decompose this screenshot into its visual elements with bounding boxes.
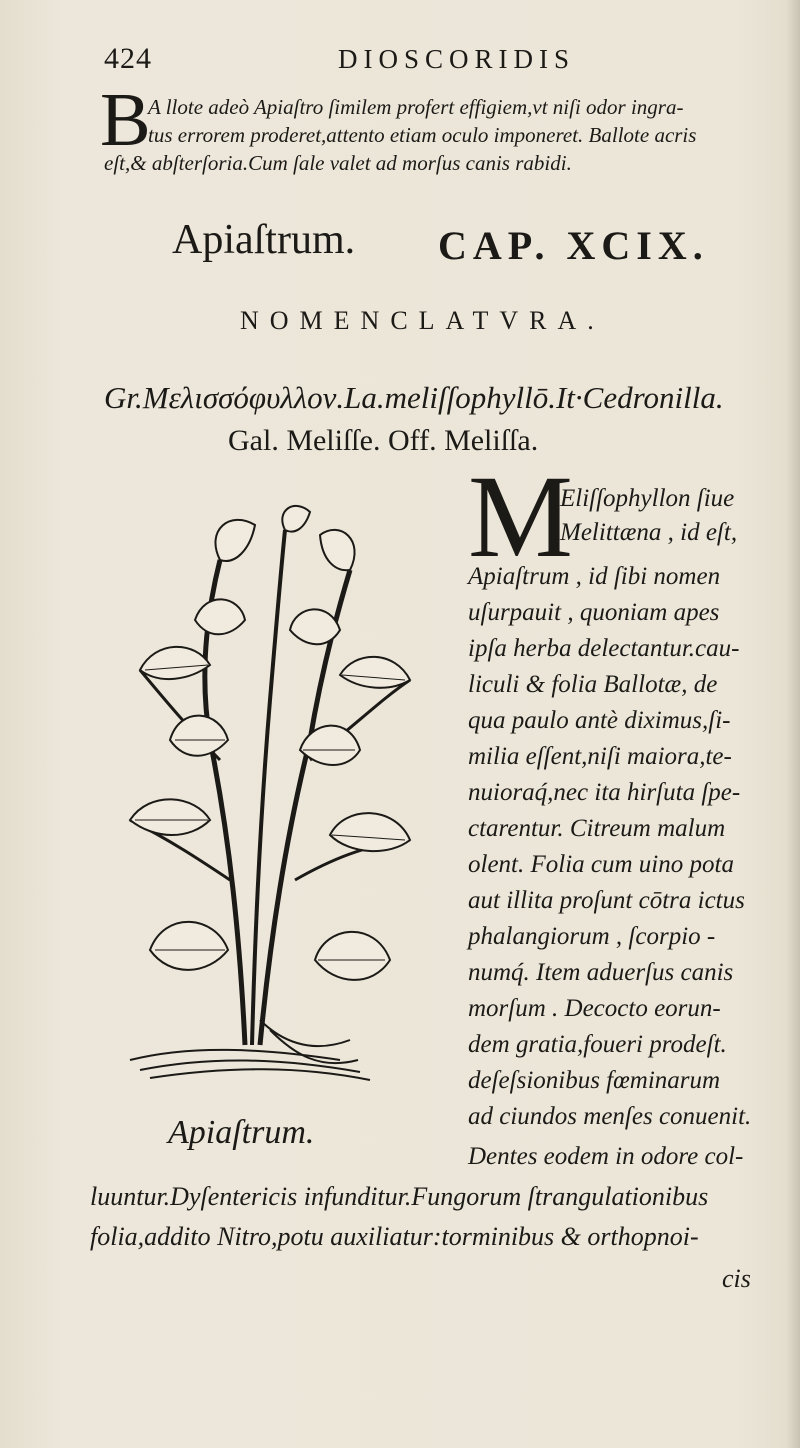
body-line: qua paulo antè diximus,ſi- (468, 707, 731, 734)
intro-line: tus errorem proderet,attento etiam oculo imponeret. Ballote acris (148, 123, 697, 147)
intro-drop-cap: B (100, 78, 151, 162)
body-line: ad ciundos menſes conuenit. (468, 1103, 752, 1130)
body-line: milia eſſent,niſi maiora,te- (468, 743, 732, 770)
body-line: Eliſſophyllon ſiue (560, 485, 735, 512)
intro-line: eſt,& abſterſoria.Cum ſale valet ad morſus canis rabidi. (104, 151, 572, 175)
intro-line: A llote adeò Apiaſtro ſimilem profert effigiem,vt niſi odor ingra- (148, 95, 684, 119)
body-line: Dentes eodem in odore col- (468, 1143, 744, 1170)
body-line: ctarentur. Citreum malum (468, 815, 726, 842)
body-drop-cap: M (468, 451, 573, 582)
body-full-line: folia,addito Nitro,potu auxiliatur:torminibus & orthopnoi- (90, 1222, 699, 1251)
body-line: dem gratia,foueri prodeſt. (468, 1031, 727, 1058)
nomenclature-heading: NOMENCLATVRA. (240, 306, 605, 335)
nomenclature-line: Gr.Μελισσόφυλλον.La.meliſſophyllō.It·Cedronilla. (104, 380, 724, 415)
body-line: Melittæna , id eſt, (560, 519, 738, 546)
body-line: phalangiorum , ſcorpio - (468, 923, 716, 950)
body-line: olent. Folia cum uino pota (468, 851, 734, 878)
body-line: nuioraq́,nec ita hirſuta ſpe- (468, 779, 741, 806)
woodcut-plant-illustration (110, 500, 430, 1090)
body-line: numq́. Item aduerſus canis (468, 959, 734, 986)
body-line: deſeſsionibus fœminarum (468, 1067, 721, 1094)
body-line: ipſa herba delectantur.cau- (468, 635, 740, 662)
body-line: liculi & folia Ballotæ, de (468, 671, 718, 698)
body-line: Apiaſtrum , id ſibi nomen (468, 563, 721, 590)
body-line: uſurpauit , quoniam apes (468, 599, 720, 626)
body-full-line: cis (722, 1264, 751, 1293)
page-number: 424 (104, 42, 152, 75)
illustration-caption: Apiaſtrum. (168, 1114, 315, 1151)
page-edge-shadow (786, 0, 800, 1448)
running-head: DIOSCORIDIS (338, 44, 576, 74)
chapter-title: Apiaſtrum. (172, 217, 356, 263)
nomenclature-line: Gal. Meliſſe. Off. Meliſſa. (228, 424, 539, 457)
body-line: morſum . Decocto eorun- (468, 995, 721, 1022)
body-line: aut illita proſunt cōtra ictus (468, 887, 745, 914)
body-full-line: luuntur.Dyſentericis infunditur.Fungorum ſtrangulationibus (90, 1182, 709, 1211)
chapter-label: CAP. XCIX. (438, 223, 709, 268)
